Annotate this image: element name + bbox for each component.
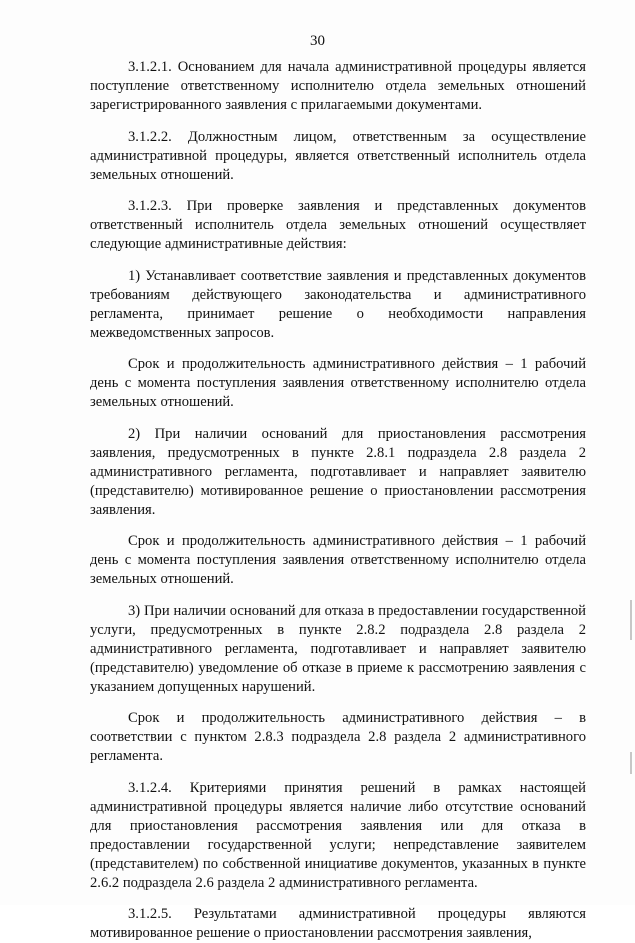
action-1-duration: Срок и продолжительность административного действия – 1 рабочий день с момента поступления заявления ответственному исполнителю отдела земельных отношений. xyxy=(90,356,586,410)
action-item-1: 1) Устанавливает соответствие заявления и представленных документов требованиям действующего законодательства и административного регламента, принимает решение о необходимости направления межведомственных запросов. xyxy=(90,267,586,341)
paragraph-3-1-2-2: 3.1.2.2. Должностным лицом, ответственным за осуществление административной процедуры, является ответственный исполнитель отдела земельных отношений. xyxy=(90,128,586,183)
paragraph-3-1-2-3: 3.1.2.3. При проверке заявления и представленных документов ответственный исполнитель отдела земельных отношений осуществляет следующие административные действия: xyxy=(90,198,586,252)
paragraph-3-1-2-5: 3.1.2.5. Результатами административной процедуры являются мотивированное решение о приостановлении рассмотрения заявления, xyxy=(90,906,586,941)
scan-artifact-mark xyxy=(630,752,632,774)
action-item-2: 2) При наличии оснований для приостановления рассмотрения заявления, предусмотренных в пункте 2.8.1 подраздела 2.8 раздела 2 административного регламента, подготавливает и направляет заявителю (представителю) мотивированное решение о приостановлении рассмотрения заявления. xyxy=(90,425,586,518)
scan-artifact-mark xyxy=(630,600,632,640)
paragraph-3-1-2-1: 3.1.2.1. Основанием для начала административной процедуры является поступление ответственному исполнителю отдела земельных отношений зарегистрированного заявления с прилагаемыми документами. xyxy=(90,59,586,113)
action-item-3: 3) При наличии оснований для отказа в предоставлении государственной услуги, предусмотренных в пункте 2.8.2 подраздела 2.8 раздела 2 административного регламента, подготавливает и направляет заявителю (представителю) уведомление об отказе в приеме к рассмотрению заявления с указанием допущенных нарушений. xyxy=(90,602,586,695)
document-body xyxy=(90,58,586,943)
action-3-duration: Срок и продолжительность административного действия – в соответствии с пунктом 2.8.3 подраздела 2.8 раздела 2 административного регламента. xyxy=(90,710,586,764)
paragraph-3-1-2-4: 3.1.2.4. Критериями принятия решений в рамках настоящей административной процедуры является наличие либо отсутствие оснований для приостановления рассмотрения заявления или для отказа в предоставлении государственной услуги; непредставление заявителем (представителем) по собственной инициативе документов, указанных в пункте 2.6.2 подраздела 2.6 раздела 2 административного регламента. xyxy=(90,779,586,891)
page-number: 30 xyxy=(310,33,325,49)
action-2-duration: Срок и продолжительность административного действия – 1 рабочий день с момента поступления заявления ответственному исполнителю отдела земельных отношений. xyxy=(90,533,586,587)
